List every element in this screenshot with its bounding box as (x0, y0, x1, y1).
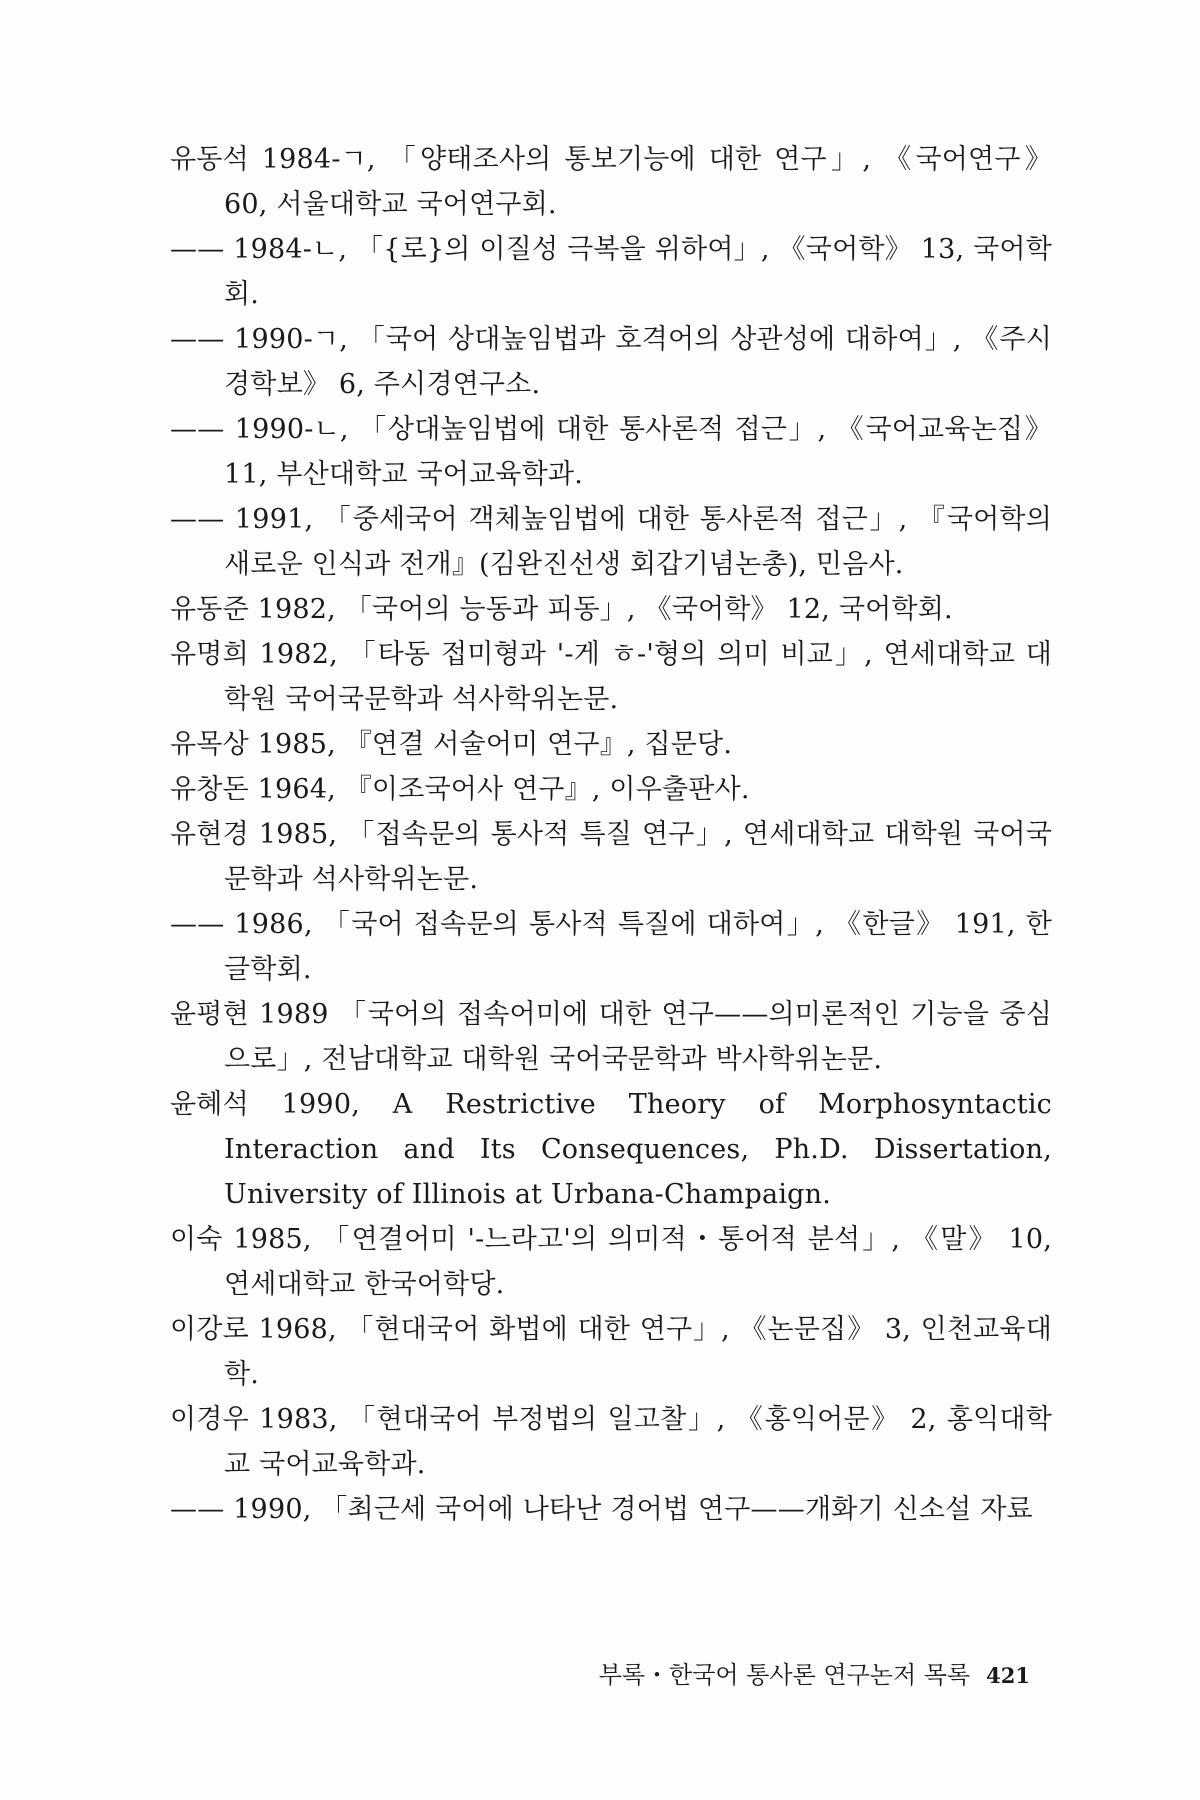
bibliography-entry: 윤평현 1989 「국어의 접속어미에 대한 연구——의미론적인 기능을 중심으로」, 전남대학교 대학원 국어국문학과 박사학위논문. (170, 999, 1052, 1075)
page-footer (599, 1658, 1030, 1693)
bibliography-entry: 유명희 1982, 「타동 접미형과 '-게 ㅎ-'형의 의미 비교」, 연세대학교 대학원 국어국문학과 석사학위논문. (170, 639, 1052, 715)
bibliography-entry: 이숙 1985, 「연결어미 '-느라고'의 의미적・통어적 분석」, 《말》 10, 연세대학교 한국어학당. (170, 1224, 1052, 1300)
bibliography-entry: 유목상 1985, 『연결 서술어미 연구』, 집문당. (170, 729, 733, 760)
bibliography-entry: —— 1986, 「국어 접속문의 통사적 특질에 대하여」, 《한글》 191, 한글학회. (170, 909, 1052, 985)
bibliography-entry: 이강로 1968, 「현대국어 화법에 대한 연구」, 《논문집》 3, 인천교육대학. (170, 1314, 1052, 1390)
bibliography-entry: 유현경 1985, 「접속문의 통사적 특질 연구」, 연세대학교 대학원 국어국문학과 석사학위논문. (170, 819, 1052, 895)
bibliography-entry: 유동석 1984-ㄱ, 「양태조사의 통보기능에 대한 연구」, 《국어연구》 60, 서울대학교 국어연구회. (170, 144, 1052, 220)
bibliography-entry: 윤혜석 1990, A Restrictive Theory of Morphosyntactic Interaction and Its Consequences, Ph.D. Dissertation, University of Illinois at Urbana-Champaign. (170, 1089, 1052, 1210)
bibliography-entry: —— 1990, 「최근세 국어에 나타난 경어법 연구——개화기 신소설 자료 (170, 1494, 1033, 1525)
page-number: 421 (986, 1663, 1030, 1688)
bibliography-entry: —— 1984-ㄴ, 「{로}의 이질성 극복을 위하여」, 《국어학》 13, 국어학회. (170, 234, 1052, 310)
bibliography-entry: 유동준 1982, 「국어의 능동과 피동」, 《국어학》 12, 국어학회. (170, 594, 953, 625)
bibliography-entry: 유창돈 1964, 『이조국어사 연구』, 이우출판사. (170, 774, 750, 805)
bibliography-entry: —— 1990-ㄴ, 「상대높임법에 대한 통사론적 접근」, 《국어교육논집》 11, 부산대학교 국어교육학과. (170, 414, 1052, 490)
bibliography-list (170, 137, 1052, 1532)
bibliography-entry: 이경우 1983, 「현대국어 부정법의 일고찰」, 《홍익어문》 2, 홍익대학교 국어교육학과. (170, 1404, 1052, 1480)
bibliography-entry: —— 1991, 「중세국어 객체높임법에 대한 통사론적 접근」, 『국어학의 새로운 인식과 전개』(김완진선생 회갑기념논총), 민음사. (170, 504, 1052, 580)
running-footer-title: 부록・한국어 통사론 연구논저 목록 (598, 1661, 971, 1689)
bibliography-entry: —— 1990-ㄱ, 「국어 상대높임법과 호격어의 상관성에 대하여」, 《주시경학보》 6, 주시경연구소. (170, 324, 1052, 400)
